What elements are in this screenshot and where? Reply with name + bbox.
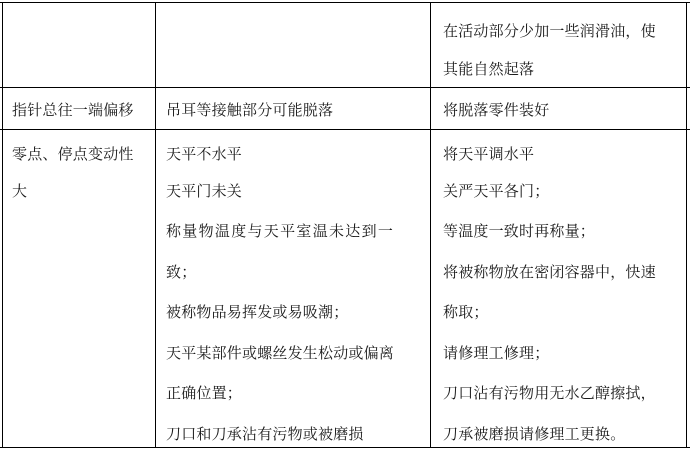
cell-text: 其能自然起落 — [443, 60, 535, 78]
column-divider — [430, 2, 431, 448]
row-divider — [0, 87, 690, 88]
cell-text: 将脱落零件装好 — [443, 101, 550, 119]
cell-text: 吊耳等接触部分可能脱落 — [166, 101, 334, 119]
cell-text: 刀口沾有污物用无水乙醇擦拭， — [443, 384, 656, 402]
cell-text: 天平不水平 — [166, 145, 243, 163]
table-border-left — [2, 2, 3, 448]
cell-text: 在活动部分少加一些润滑油，使 — [443, 22, 656, 40]
cell-text: 天平门未关 — [166, 182, 243, 200]
cell-text: 正确位置； — [166, 384, 243, 402]
cell-text: 被称物品易挥发或易吸潮； — [166, 303, 349, 321]
cell-text: 等温度一致时再称量； — [443, 222, 596, 240]
table-border-bottom — [0, 447, 690, 448]
cell-text: 零点、停点变动性 — [12, 145, 134, 163]
cell-text: 大 — [12, 182, 28, 200]
cell-text: 刀承被磨损请修理工更换。 — [443, 425, 626, 443]
cell-text: 将被称物放在密闭容器中，快速 — [443, 263, 656, 281]
cell-text: 将天平调水平 — [443, 145, 535, 163]
cell-text: 关严天平各门； — [443, 182, 550, 200]
row-divider — [0, 129, 690, 130]
cell-text: 称量物温度与天平室温未达到一 — [166, 222, 395, 240]
cell-text: 天平某部件或螺丝发生松动或偏离 — [166, 344, 395, 362]
column-divider — [155, 2, 156, 448]
table-border-top — [0, 2, 690, 3]
cell-text: 称取； — [443, 303, 489, 321]
table-border-right — [686, 2, 687, 448]
cell-text: 致； — [166, 263, 197, 281]
cell-text: 请修理工修理； — [443, 344, 550, 362]
cell-text: 指针总往一端偏移 — [12, 101, 134, 119]
cell-text: 刀口和刀承沾有污物或被磨损 — [166, 425, 364, 443]
